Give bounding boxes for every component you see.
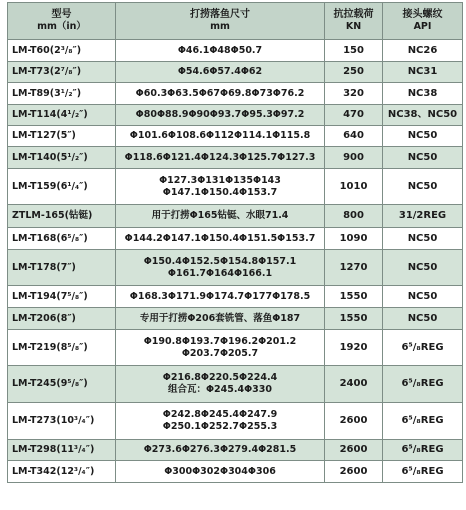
cell-dims: [116, 228, 325, 250]
table-row: [8, 147, 463, 169]
cell-model: LM-T114(4¹/₂″): [8, 105, 116, 126]
dims-line: Φ242.8Φ245.4Φ247.9: [162, 409, 278, 420]
dims-line: Φ300Φ302Φ304Φ306: [164, 465, 276, 477]
cell-dims: [116, 330, 325, 366]
cell-load: 1920: [325, 330, 383, 366]
spec-table-container: [7, 2, 462, 483]
cell-load: 2600: [325, 461, 383, 483]
cell-thread: 6⁵/₈REG: [383, 461, 463, 483]
spec-table: [7, 2, 463, 483]
table-row: [8, 40, 463, 62]
cell-dims: [116, 366, 325, 403]
table-header-row: [8, 3, 463, 40]
cell-dims: [116, 286, 325, 308]
cell-thread: NC50: [383, 286, 463, 308]
table-row: [8, 83, 463, 105]
table-row: [8, 62, 463, 83]
cell-load: 250: [325, 62, 383, 83]
table-row: [8, 126, 463, 147]
cell-dims: [116, 169, 325, 205]
cell-model: LM-T273(10³/₄″): [8, 403, 116, 440]
table-row: [8, 250, 463, 286]
table-row: [8, 461, 463, 483]
cell-thread: 31/2REG: [383, 205, 463, 228]
header-model: 型号 mm（in）: [8, 3, 116, 40]
cell-load: 150: [325, 40, 383, 62]
cell-load: 2600: [325, 440, 383, 461]
dims-line: Φ168.3Φ171.9Φ174.7Φ177Φ178.5: [129, 290, 311, 302]
dims-line: Φ46.1Φ48Φ50.7: [177, 44, 263, 56]
cell-dims: [116, 83, 325, 105]
header-thread: 接头螺纹 API: [383, 3, 463, 40]
dims-line: Φ60.3Φ63.5Φ67Φ69.8Φ73Φ76.2: [135, 87, 305, 99]
cell-thread: NC50: [383, 147, 463, 169]
cell-load: 2400: [325, 366, 383, 403]
table-row: [8, 440, 463, 461]
cell-load: 900: [325, 147, 383, 169]
table-row: [8, 366, 463, 403]
cell-model: LM-T73(2⁷/₈″): [8, 62, 116, 83]
cell-dims: [116, 147, 325, 169]
dims-line: Φ216.8Φ220.5Φ224.4: [162, 372, 278, 383]
cell-model: LM-T168(6⁵/₈″): [8, 228, 116, 250]
cell-thread: NC50: [383, 308, 463, 330]
dims-line: Φ250.1Φ252.7Φ255.3: [162, 421, 278, 432]
cell-thread: 6⁵/₈REG: [383, 366, 463, 403]
cell-load: 1010: [325, 169, 383, 205]
cell-load: 640: [325, 126, 383, 147]
cell-dims: [116, 105, 325, 126]
table-row: [8, 205, 463, 228]
cell-model: LM-T342(12³/₄″): [8, 461, 116, 483]
cell-model: LM-T127(5″): [8, 126, 116, 147]
header-load: 抗拉载荷 KN: [325, 3, 383, 40]
cell-thread: 6⁵/₈REG: [383, 440, 463, 461]
cell-dims: [116, 62, 325, 83]
dims-line: Φ273.6Φ276.3Φ279.4Φ281.5: [143, 444, 297, 455]
cell-model: LM-T159(6¹/₄″): [8, 169, 116, 205]
cell-dims: [116, 308, 325, 330]
table-row: [8, 308, 463, 330]
dims-line: Φ54.6Φ57.4Φ62: [177, 66, 263, 77]
cell-thread: NC38: [383, 83, 463, 105]
cell-load: 1090: [325, 228, 383, 250]
cell-model: LM-T219(8⁵/₈″): [8, 330, 116, 366]
table-row: [8, 169, 463, 205]
table-row: [8, 286, 463, 308]
table-row: [8, 105, 463, 126]
dims-line: Φ161.7Φ164Φ166.1: [167, 267, 273, 279]
cell-model: LM-T194(7⁵/₈″): [8, 286, 116, 308]
cell-model: LM-T178(7″): [8, 250, 116, 286]
dims-line: Φ80Φ88.9Φ90Φ93.7Φ95.3Φ97.2: [135, 109, 305, 120]
cell-dims: [116, 461, 325, 483]
header-dims: 打捞落鱼尺寸 mm: [116, 3, 325, 40]
cell-model: ZTLM-165(钻铤): [8, 205, 116, 228]
table-row: [8, 228, 463, 250]
cell-load: 320: [325, 83, 383, 105]
cell-load: 1550: [325, 286, 383, 308]
cell-thread: NC38、NC50: [383, 105, 463, 126]
cell-model: LM-T60(2³/₈″): [8, 40, 116, 62]
dims-line: Φ150.4Φ152.5Φ154.8Φ157.1: [143, 255, 297, 267]
cell-dims: [116, 403, 325, 440]
cell-dims: [116, 250, 325, 286]
cell-dims: [116, 440, 325, 461]
table-row: [8, 403, 463, 440]
cell-dims: [116, 205, 325, 228]
cell-thread: 6⁵/₈REG: [383, 330, 463, 366]
cell-load: 800: [325, 205, 383, 228]
cell-model: LM-T298(11³/₄″): [8, 440, 116, 461]
cell-thread: 6⁵/₈REG: [383, 403, 463, 440]
dims-line: Φ203.7Φ205.7: [181, 347, 259, 359]
dims-line: Φ118.6Φ121.4Φ124.3Φ125.7Φ127.3: [124, 151, 316, 163]
cell-thread: NC50: [383, 126, 463, 147]
cell-thread: NC26: [383, 40, 463, 62]
cell-dims: [116, 126, 325, 147]
dims-line: Φ144.2Φ147.1Φ150.4Φ151.5Φ153.7: [124, 232, 316, 244]
cell-load: 1270: [325, 250, 383, 286]
cell-load: 2600: [325, 403, 383, 440]
cell-model: LM-T206(8″): [8, 308, 116, 330]
cell-thread: NC31: [383, 62, 463, 83]
cell-dims: [116, 40, 325, 62]
dims-line: Φ147.1Φ150.4Φ153.7: [162, 186, 278, 198]
dims-line: Φ101.6Φ108.6Φ112Φ114.1Φ115.8: [129, 130, 311, 141]
dims-line: Φ190.8Φ193.7Φ196.2Φ201.2: [143, 335, 297, 347]
cell-model: LM-T89(3¹/₂″): [8, 83, 116, 105]
dims-line: 组合瓦：Φ245.4Φ330: [167, 384, 273, 395]
dims-line: Φ127.3Φ131Φ135Φ143: [159, 174, 281, 186]
cell-load: 1550: [325, 308, 383, 330]
dims-line: 专用于打捞Φ206套铣管、落鱼Φ187: [139, 312, 301, 324]
table-row: [8, 330, 463, 366]
cell-thread: NC50: [383, 228, 463, 250]
dims-line: 用于打捞Φ165钻铤、水眼71.4: [151, 210, 289, 221]
cell-thread: NC50: [383, 169, 463, 205]
cell-model: LM-T140(5¹/₂″): [8, 147, 116, 169]
cell-load: 470: [325, 105, 383, 126]
cell-thread: NC50: [383, 250, 463, 286]
cell-model: LM-T245(9⁵/₈″): [8, 366, 116, 403]
